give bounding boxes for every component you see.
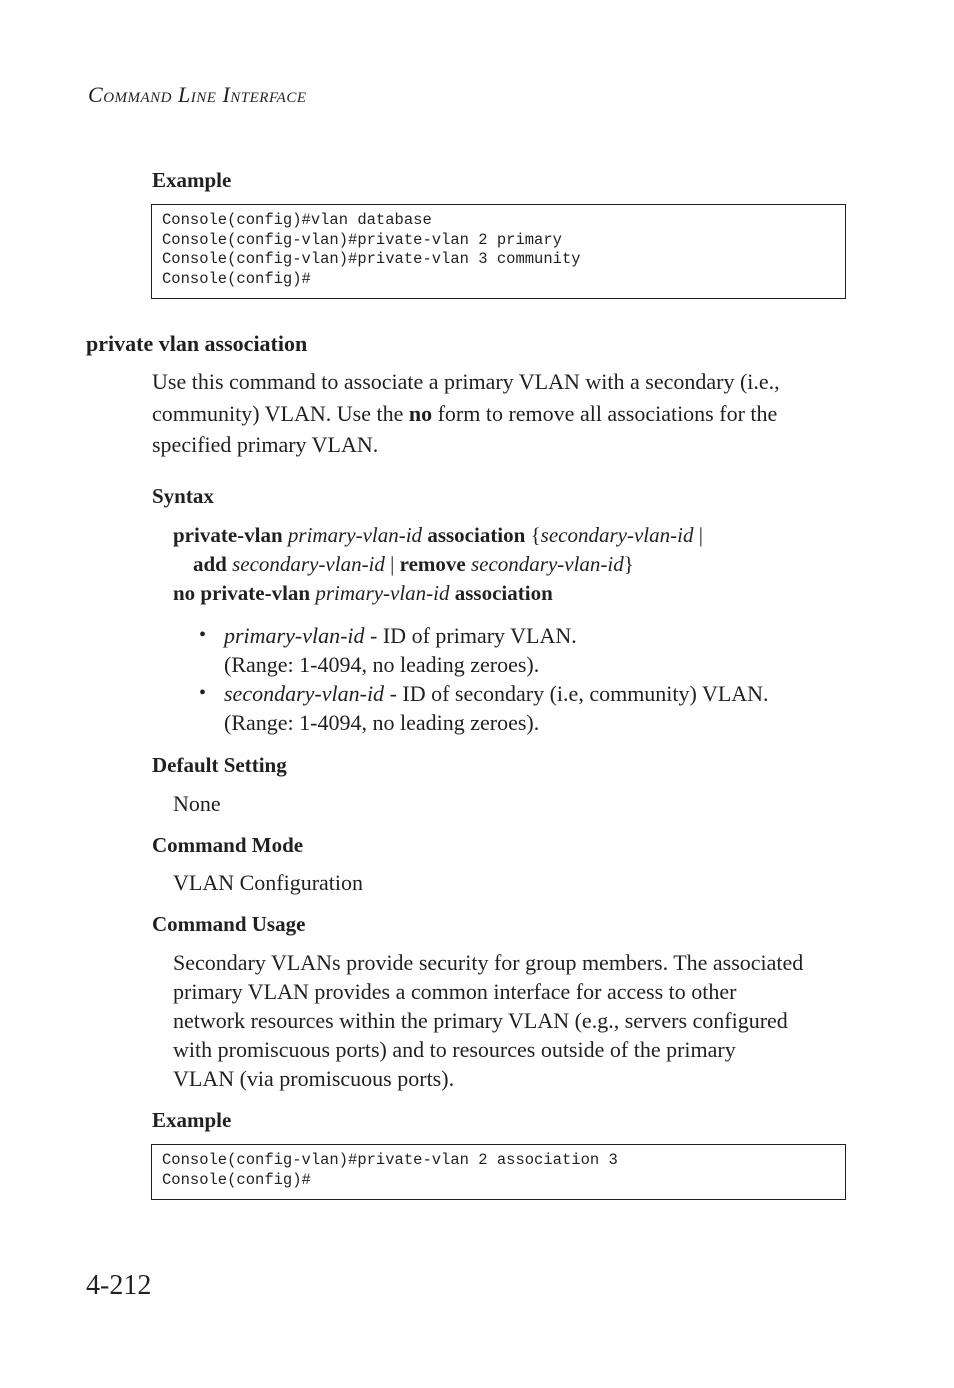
bullet-icon: • — [199, 624, 207, 646]
code-line: Console(config-vlan)#private-vlan 3 community — [162, 250, 581, 268]
command-mode-value: VLAN Configuration — [173, 870, 364, 895]
page-number: 4-212 — [86, 1270, 152, 1301]
param-item: primary-vlan-id - ID of primary VLAN. (Range: 1-4094, no leading zeroes). — [224, 623, 577, 677]
example-heading: Example — [152, 1108, 232, 1132]
code-line: Console(config)# — [162, 1170, 311, 1189]
code-example-2 — [151, 1144, 846, 1200]
section-description — [152, 366, 852, 461]
example-heading: Example — [152, 168, 232, 192]
command-usage-text — [173, 948, 853, 1093]
description-line: specified primary VLAN. — [152, 432, 379, 457]
syntax-line-2: add secondary-vlan-id | remove secondary-vlan-id} — [193, 552, 634, 576]
default-setting-heading: Default Setting — [152, 753, 287, 777]
code-line: Console(config)#vlan database — [162, 211, 432, 229]
code-line: Console(config)# — [162, 269, 311, 288]
usage-line: network resources within the primary VLAN (e.g., servers configured — [173, 1008, 788, 1033]
description-line: Use this command to associate a primary VLAN with a secondary (i.e., — [152, 369, 780, 394]
param-item: secondary-vlan-id - ID of secondary (i.e, community) VLAN. (Range: 1-4094, no leading zeroes). — [224, 681, 769, 735]
command-mode-heading: Command Mode — [152, 833, 304, 857]
default-setting-value: None — [173, 791, 221, 816]
bullet-icon: • — [199, 682, 207, 704]
description-line: community) VLAN. Use the no form to remove all associations for the — [152, 400, 778, 426]
section-title: private vlan association — [86, 331, 308, 356]
usage-line: with promiscuous ports) and to resources outside of the primary — [173, 1037, 736, 1062]
usage-line: primary VLAN provides a common interface for access to other — [173, 979, 737, 1004]
code-line: Console(config-vlan)#private-vlan 2 primary — [162, 230, 562, 249]
running-header: COMMAND LINE INTERFACE — [88, 82, 307, 107]
usage-line: VLAN (via promiscuous ports). — [173, 1066, 455, 1091]
code-example-1 — [151, 204, 846, 299]
syntax-line-1: private-vlan primary-vlan-id association {secondary-vlan-id | — [173, 523, 703, 547]
usage-line: Secondary VLANs provide security for group members. The associated — [173, 950, 804, 975]
code-line: Console(config-vlan)#private-vlan 2 association 3 — [162, 1151, 618, 1169]
command-usage-heading: Command Usage — [152, 912, 306, 936]
syntax-line-3: no private-vlan primary-vlan-id association — [173, 581, 553, 605]
syntax-heading: Syntax — [152, 484, 214, 508]
